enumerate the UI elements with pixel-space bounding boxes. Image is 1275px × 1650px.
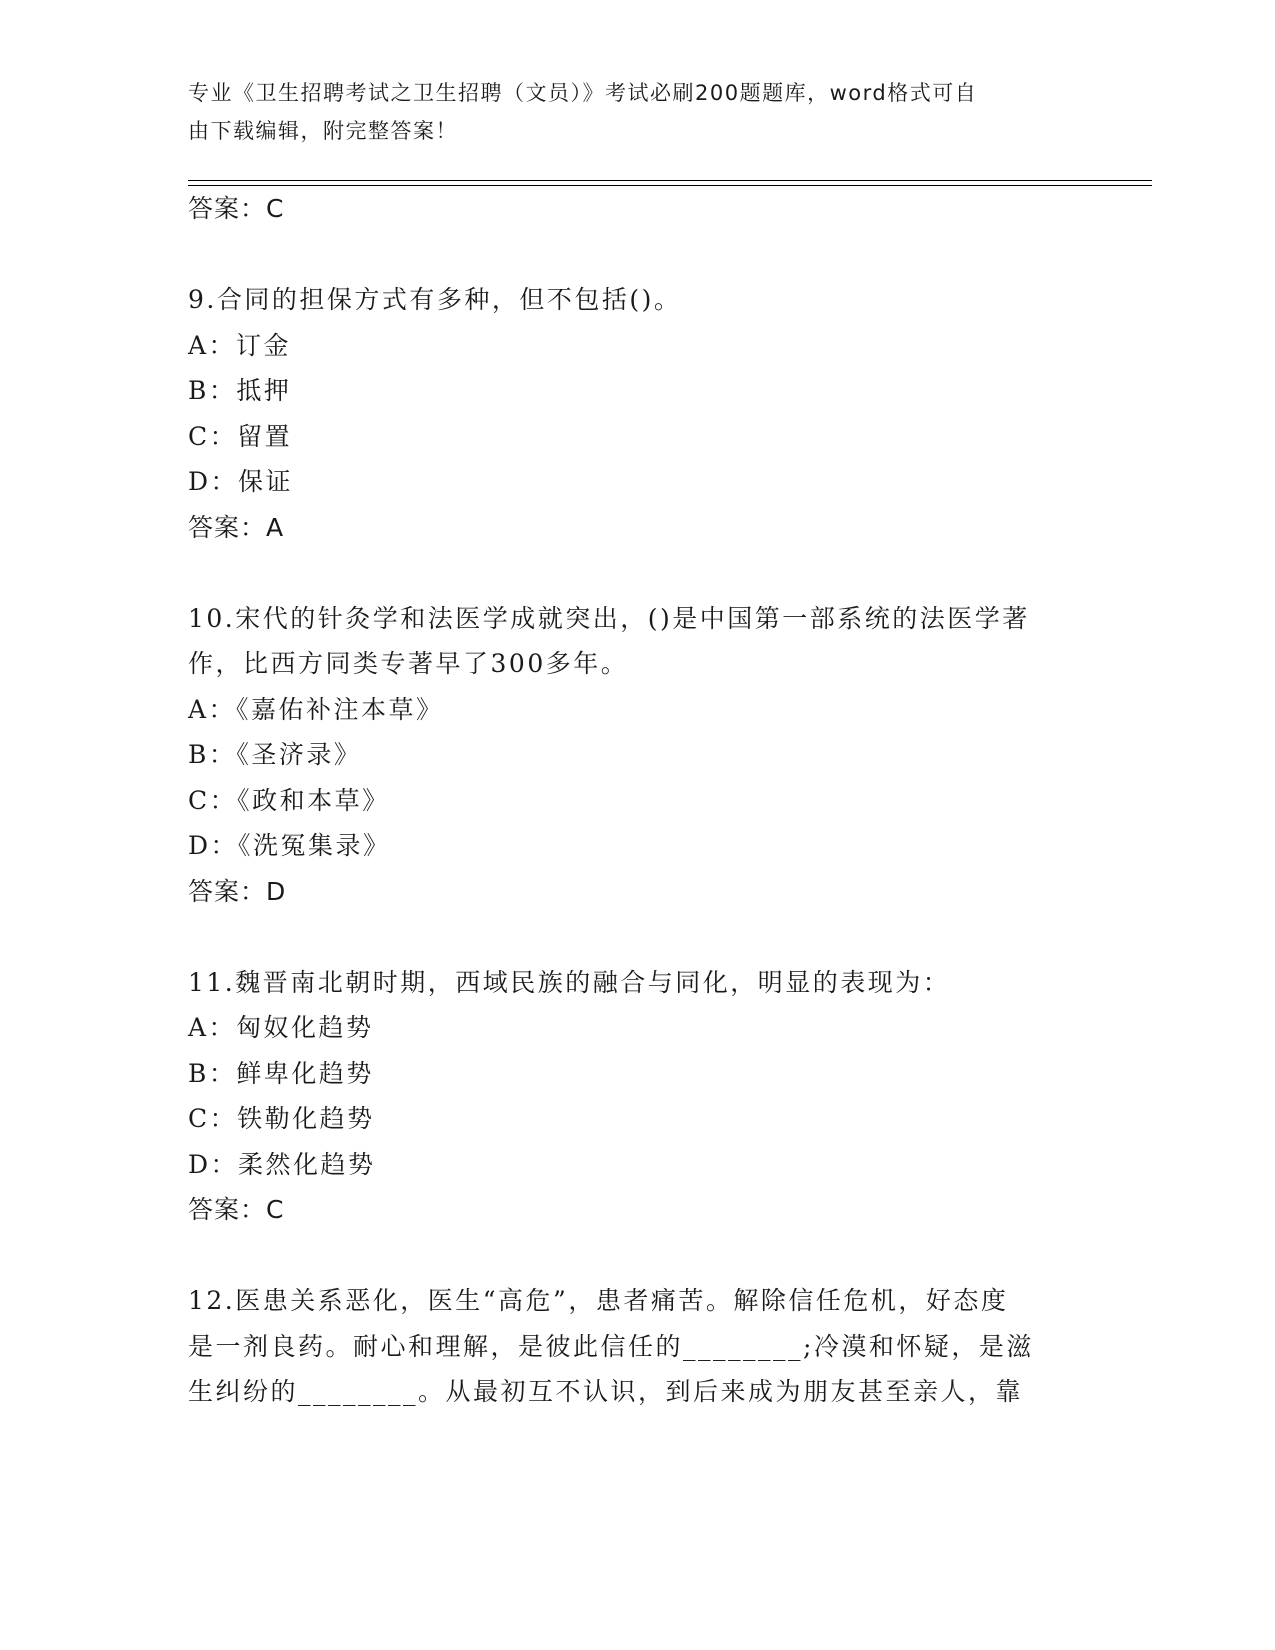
question-stem: 作，比西方同类专著早了300多年。 — [188, 649, 629, 678]
option-d: D：保证 — [188, 467, 294, 496]
option-c: C：留置 — [188, 421, 293, 451]
document-header — [188, 74, 1068, 150]
answer-line: 答案：C — [188, 194, 285, 223]
document-body — [188, 186, 1088, 1415]
question-block — [188, 596, 1088, 915]
option-b: B：鲜卑化趋势 — [188, 1058, 374, 1088]
header-line-2: 由下载编辑，附完整答案！ — [188, 119, 458, 143]
answer-line: 答案：D — [188, 876, 287, 906]
header-line-1: 专业《卫生招聘考试之卫生招聘（文员）》考试必刷200题题库，word格式可自 — [188, 81, 978, 105]
question-block — [188, 1278, 1088, 1415]
question-stem: 11.魏晋南北朝时期，西域民族的融合与同化，明显的表现为： — [188, 967, 951, 997]
option-a: A：订金 — [188, 330, 292, 360]
option-b: B：《圣济录》 — [188, 740, 362, 769]
option-c: C：《政和本草》 — [188, 785, 390, 815]
option-b: B：抵押 — [188, 376, 292, 405]
spacer — [188, 232, 1088, 278]
spacer — [188, 914, 1088, 960]
option-a: A：《嘉佑补注本草》 — [188, 694, 444, 724]
question-block — [188, 960, 1088, 1233]
spacer — [188, 550, 1088, 596]
spacer — [188, 1233, 1088, 1279]
option-d: D：《洗冤集录》 — [188, 831, 391, 860]
option-d: D：柔然化趋势 — [188, 1149, 376, 1179]
question-stem: 生纠纷的________。从最初互不认识，到后来成为朋友甚至亲人，靠 — [188, 1377, 1024, 1406]
question-stem: 9.合同的担保方式有多种，但不包括()。 — [188, 285, 682, 314]
question-block — [188, 277, 1088, 550]
header-divider-top — [188, 180, 1152, 181]
option-a: A：匈奴化趋势 — [188, 1013, 374, 1042]
question-stem: 12.医患关系恶化，医生“高危”，患者痛苦。解除信任危机，好态度 — [188, 1286, 1009, 1315]
question-stem: 是一剂良药。耐心和理解，是彼此信任的________;冷漠和怀疑，是滋 — [188, 1331, 1034, 1361]
answer-line: 答案：A — [188, 512, 285, 542]
answer-line: 答案：C — [188, 1195, 285, 1224]
question-stem: 10.宋代的针灸学和法医学成就突出，()是中国第一部系统的法医学著 — [188, 603, 1030, 633]
option-c: C：铁勒化趋势 — [188, 1104, 375, 1133]
